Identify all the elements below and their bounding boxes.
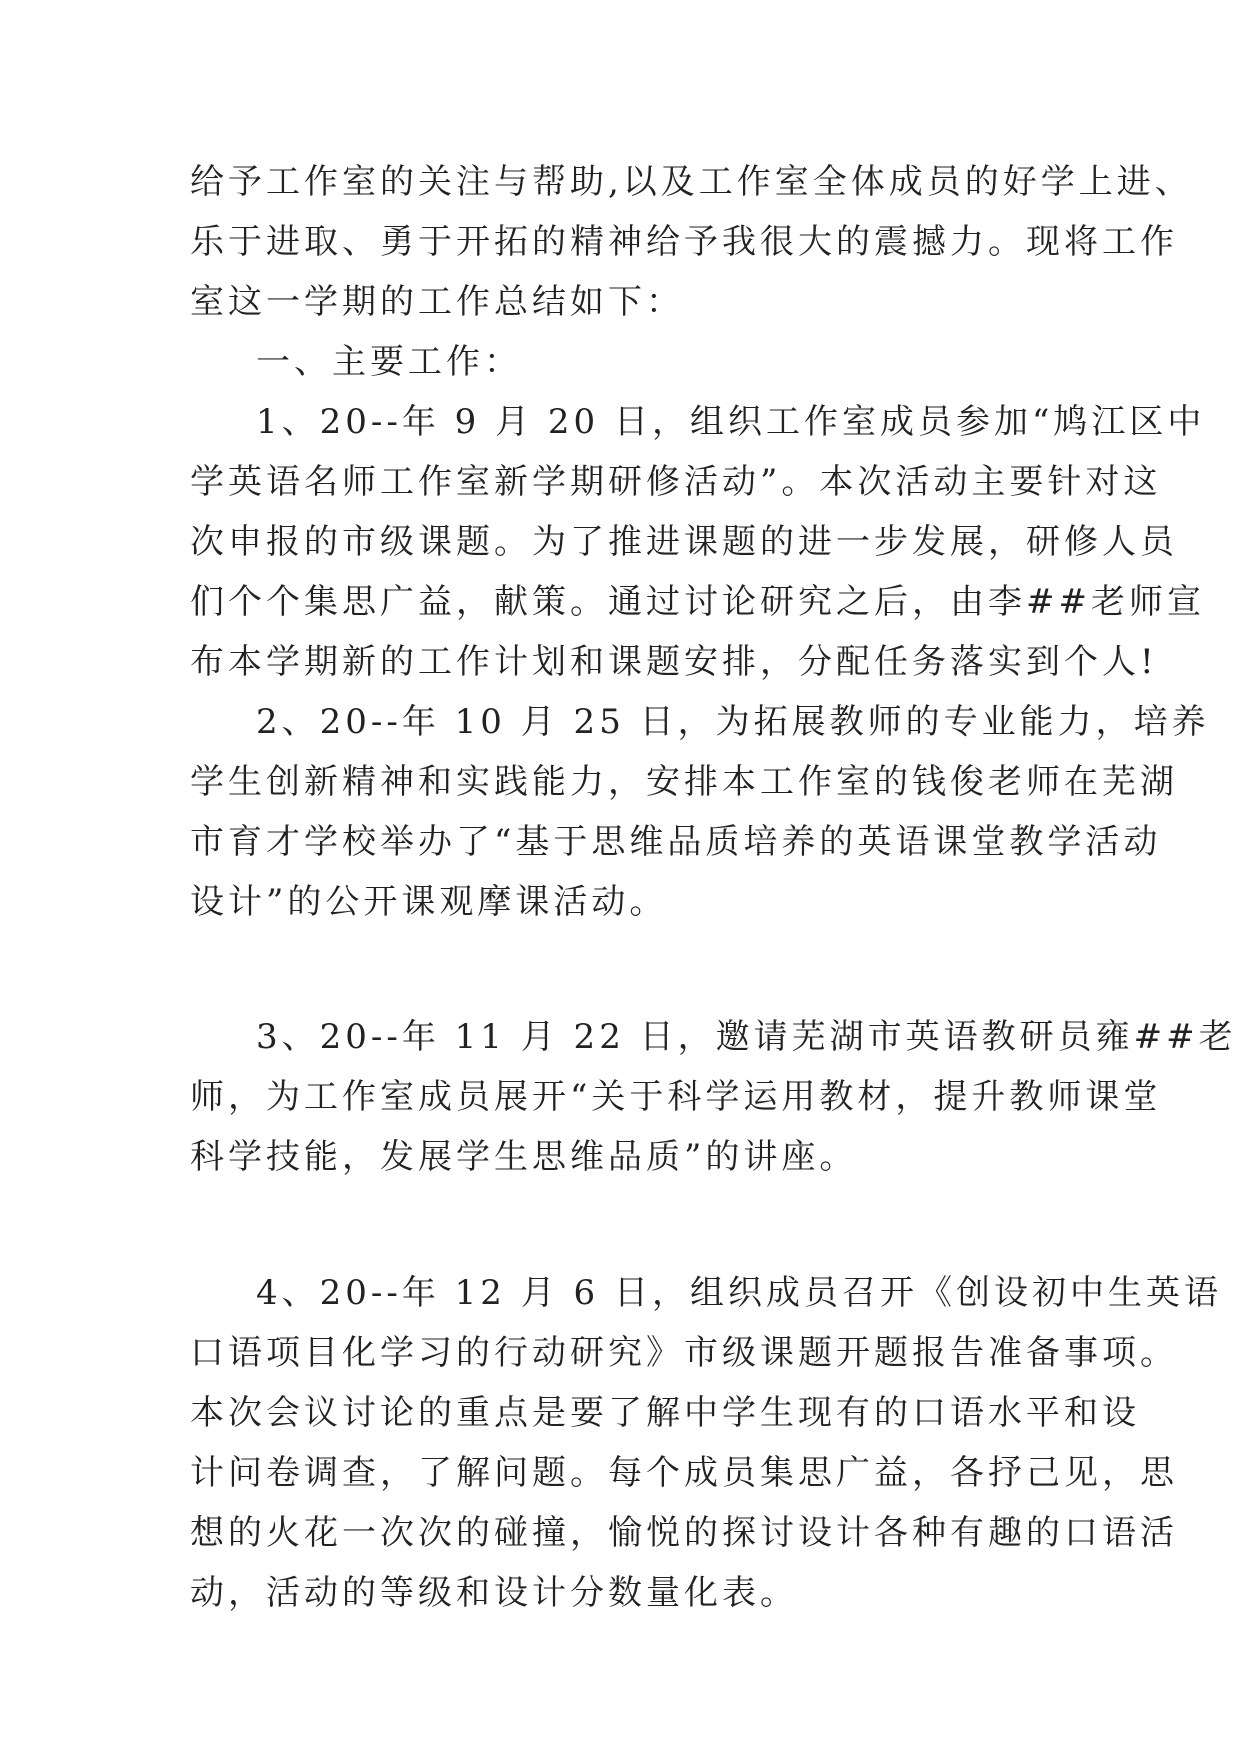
item-2-line: 设计”的公开课观摩课活动。 — [190, 882, 668, 922]
item-4-line: 口语项目化学习的行动研究》市级课题开题报告准备事项。 — [190, 1333, 1178, 1373]
item-1-line: 布本学期新的工作计划和课题安排，分配任务落实到个人! — [190, 642, 1158, 682]
item-3-line: 科学技能，发展学生思维品质”的讲座。 — [190, 1137, 858, 1177]
item-4-line: 本次会议讨论的重点是要了解中学生现有的口语水平和设 — [190, 1393, 1140, 1433]
item-3-line: 师，为工作室成员展开“关于科学运用教材，提升教师课堂 — [190, 1077, 1162, 1117]
item-2-line: 学生创新精神和实践能力，安排本工作室的钱俊老师在芜湖 — [190, 762, 1178, 802]
item-1-line: 学英语名师工作室新学期研修活动”。本次活动主要针对这 — [190, 462, 1162, 502]
item-2-line: 市育才学校举办了“基于思维品质培养的英语课堂教学活动 — [190, 822, 1162, 862]
item-3-line: 3、20--年 11 月 22 日，邀请芜湖市英语教研员雍##老 — [256, 1017, 1237, 1057]
item-1-line: 1、20--年 9 月 20 日，组织工作室成员参加“鸠江区中 — [256, 402, 1206, 442]
intro-line: 室这一学期的工作总结如下： — [190, 282, 684, 322]
item-1-line: 们个个集思广益，献策。通过讨论研究之后，由李##老师宣 — [190, 582, 1205, 622]
item-4-line: 想的火花一次次的碰撞，愉悦的探讨设计各种有趣的口语活 — [190, 1513, 1178, 1553]
item-1-line: 次申报的市级课题。为了推进课题的进一步发展，研修人员 — [190, 522, 1178, 562]
intro-line: 给予工作室的关注与帮助,以及工作室全体成员的好学上进、 — [190, 162, 1193, 202]
section-heading: 一、主要工作： — [256, 342, 522, 382]
item-4-line: 计问卷调查，了解问题。每个成员集思广益，各抒己见，思 — [190, 1453, 1178, 1493]
intro-line: 乐于进取、勇于开拓的精神给予我很大的震撼力。现将工作 — [190, 222, 1178, 262]
item-4-line: 动，活动的等级和设计分数量化表。 — [190, 1573, 798, 1613]
item-2-line: 2、20--年 10 月 25 日，为拓展教师的专业能力，培养 — [256, 702, 1210, 742]
item-4-line: 4、20--年 12 月 6 日，组织成员召开《创设初中生英语 — [256, 1273, 1222, 1313]
